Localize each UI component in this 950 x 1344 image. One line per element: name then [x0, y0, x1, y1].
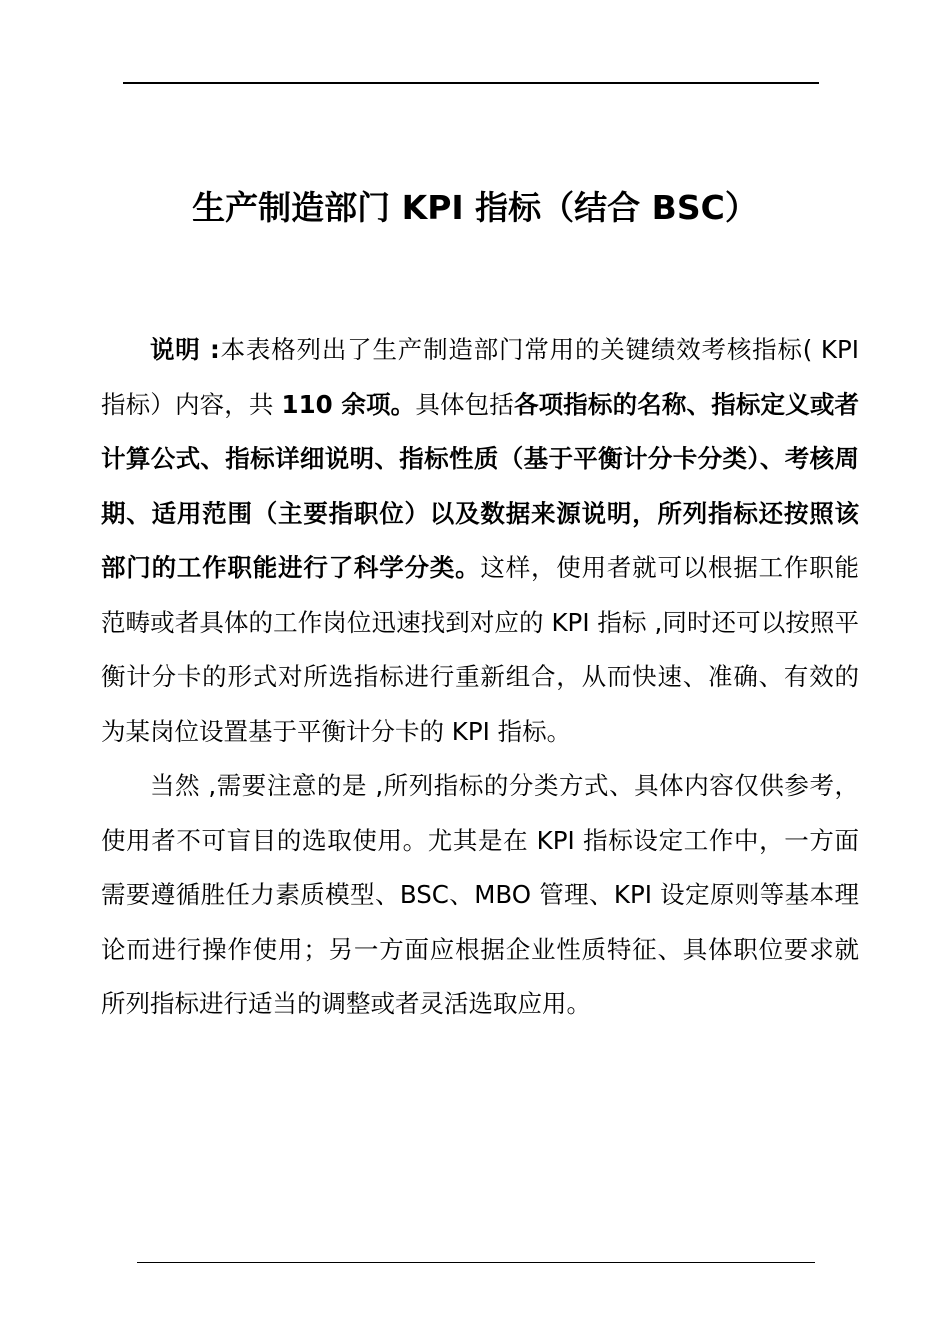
document-title: 生产制造部门 KPI 指标（结合 BSC）	[192, 188, 758, 227]
description-contents: 各项指标的名称、指标定义或者计算公式、指标详细说明、指标性质（基于平衡计分卡分类）、考核周期、适用范围（主要指职位）以及数据来源说明，所列指标还按照该部门的工作职能进行了科学分类。	[101, 389, 859, 582]
footer-rule	[137, 1262, 815, 1263]
paragraph-notice	[101, 759, 859, 1032]
notice-text: 当然 ,需要注意的是 ,所列指标的分类方式、具体内容仅供参考，使用者不可盲目的选取使用。尤其是在 KPI 指标设定工作中，一方面需要遵循胜任力素质模型、BSC、MBO 管理、KPI 设定原则等基本理论而进行操作使用；另一方面应根据企业性质特征、具体职位要求就所列指标进行适当的调整或者灵活选取应用。	[101, 771, 859, 1018]
header-rule	[123, 82, 819, 84]
description-text-3: 这样，使用者就可以根据工作职能范畴或者具体的工作岗位迅速找到对应的 KPI 指标 ,同时还可以按照平衡计分卡的形式对所选指标进行重新组合，从而快速、准确、有效的为某岗位设置基于平衡计分卡的 KPI 指标。	[101, 553, 860, 746]
description-text-1: 本表格列出了生产制造部门常用的关键绩效考核指标( KPI 指标）内容，共	[101, 335, 859, 419]
document-body	[101, 323, 859, 1032]
description-label: 说明 :	[150, 335, 220, 364]
description-count: 110 余项。	[281, 389, 416, 419]
paragraph-description	[101, 323, 859, 759]
description-text-2: 具体包括	[415, 389, 514, 419]
